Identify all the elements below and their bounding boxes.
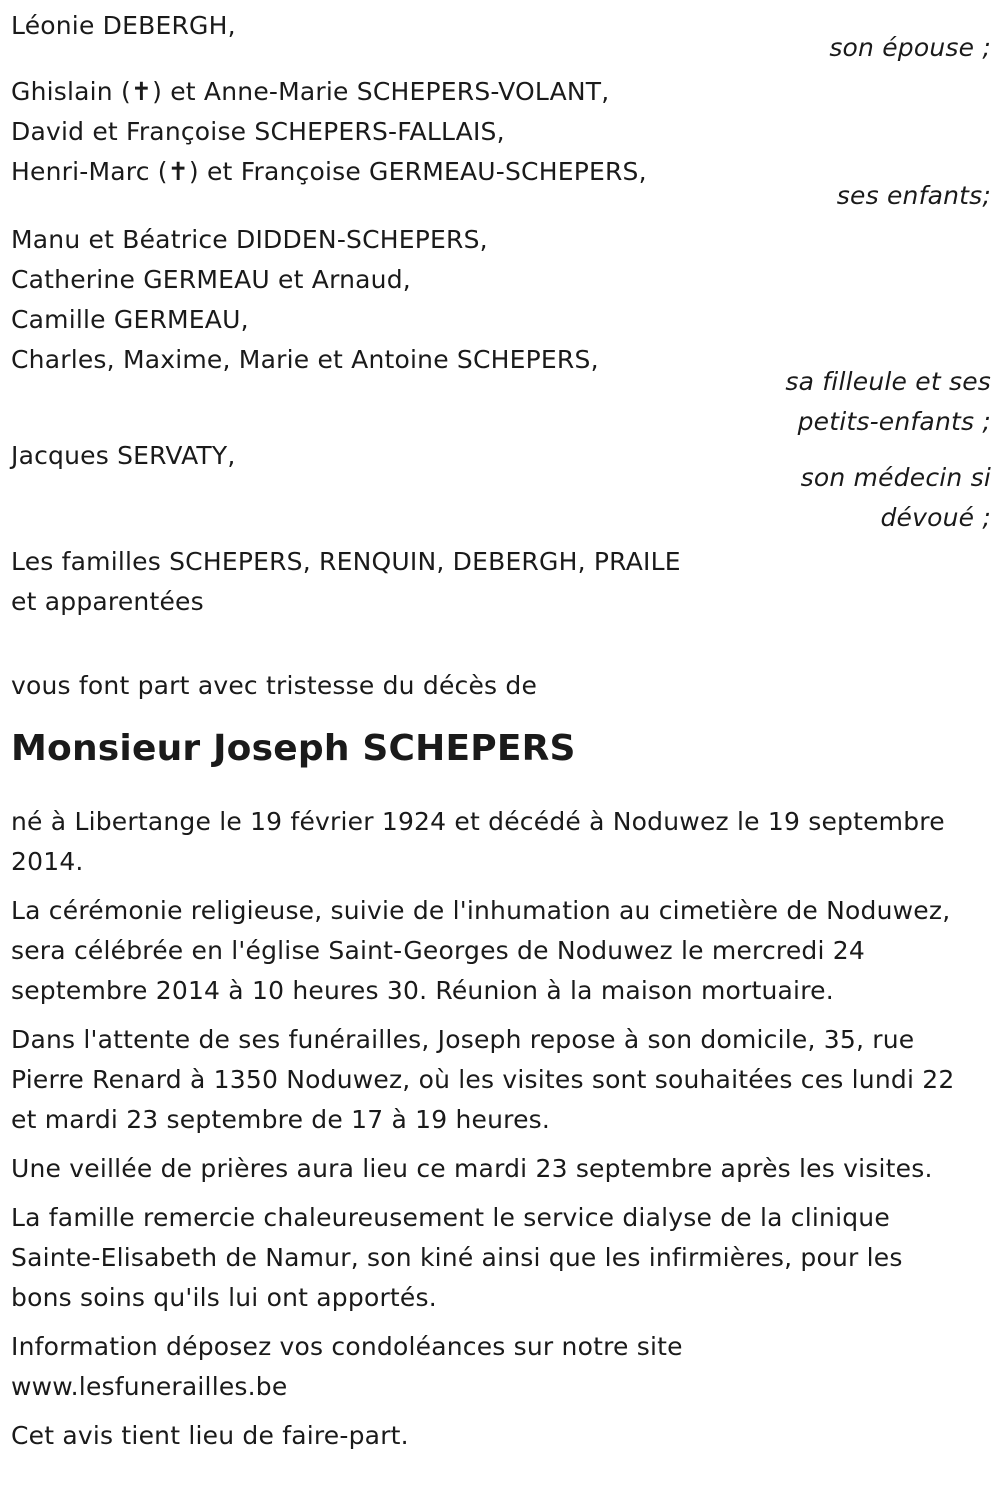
paragraph-line: Une veillée de prières aura lieu ce mardi 23 septembre après les visites. [11, 1154, 933, 1183]
spouse-group [11, 6, 991, 68]
deceased-name: Monsieur Joseph SCHEPERS [11, 728, 576, 769]
paragraph-condolences [11, 1327, 991, 1407]
spouse-role: son épouse ; [829, 33, 991, 62]
grandchildren-role-1: sa filleule et ses [785, 367, 991, 396]
paragraph-line: Information déposez vos condoléances sur notre site [11, 1332, 683, 1361]
paragraph-birth-death [11, 802, 991, 882]
paragraph-line: La famille remercie chaleureusement le service dialyse de la clinique [11, 1203, 890, 1232]
doctor-role-1: son médecin si [800, 463, 991, 492]
doctor-role-2: dévoué ; [880, 503, 991, 532]
child-line-1: Ghislain (✝) et Anne-Marie SCHEPERS-VOLANT, [11, 77, 610, 106]
spouse-name: Léonie DEBERGH, [11, 11, 236, 40]
paragraph-line: Dans l'attente de ses funérailles, Joseph repose à son domicile, 35, rue [11, 1025, 915, 1054]
grandchild-line-4: Charles, Maxime, Marie et Antoine SCHEPERS, [11, 345, 599, 374]
paragraph-closing [11, 1416, 991, 1456]
paragraph-visits [11, 1020, 991, 1140]
families-line-1: Les familles SCHEPERS, RENQUIN, DEBERGH, PRAILE [11, 547, 681, 576]
paragraph-line: bons soins qu'ils lui ont apportés. [11, 1283, 437, 1312]
grandchild-line-2: Catherine GERMEAU et Arnaud, [11, 265, 411, 294]
paragraph-ceremony [11, 891, 991, 1011]
paragraph-line: Cet avis tient lieu de faire-part. [11, 1421, 409, 1450]
paragraph-line: La cérémonie religieuse, suivie de l'inhumation au cimetière de Noduwez, [11, 896, 951, 925]
paragraph-line: 2014. [11, 847, 84, 876]
obituary-notice [11, 6, 991, 1465]
doctor-group [11, 436, 991, 538]
paragraph-line: et mardi 23 septembre de 17 à 19 heures. [11, 1105, 551, 1134]
paragraph-line: sera célébrée en l'église Saint-Georges de Noduwez le mercredi 24 [11, 936, 865, 965]
announcement-text: vous font part avec tristesse du décès de [11, 671, 538, 700]
child-line-2: David et Françoise SCHEPERS-FALLAIS, [11, 117, 505, 146]
website-text: www.lesfunerailles.be [11, 1372, 288, 1401]
children-role: ses enfants; [836, 181, 991, 210]
spacer [11, 626, 991, 666]
doctor-name: Jacques SERVATY, [11, 441, 236, 470]
grandchildren-group [11, 220, 991, 442]
grandchild-line-1: Manu et Béatrice DIDDEN-SCHEPERS, [11, 225, 488, 254]
child-line-3: Henri-Marc (✝) et Françoise GERMEAU-SCHEPERS, [11, 157, 647, 186]
children-group [11, 72, 991, 216]
paragraph-thanks [11, 1198, 991, 1318]
paragraph-line: Pierre Renard à 1350 Noduwez, où les visites sont souhaitées ces lundi 22 [11, 1065, 955, 1094]
families-group [11, 542, 991, 622]
grandchildren-role-2: petits-enfants ; [797, 407, 991, 436]
paragraph-line: Sainte-Elisabeth de Namur, son kiné ainsi que les infirmières, pour les [11, 1243, 903, 1272]
families-line-2: et apparentées [11, 587, 204, 616]
paragraph-vigil [11, 1149, 991, 1189]
grandchild-line-3: Camille GERMEAU, [11, 305, 249, 334]
paragraph-line: septembre 2014 à 10 heures 30. Réunion à la maison mortuaire. [11, 976, 834, 1005]
paragraph-line: né à Libertange le 19 février 1924 et décédé à Noduwez le 19 septembre [11, 807, 945, 836]
